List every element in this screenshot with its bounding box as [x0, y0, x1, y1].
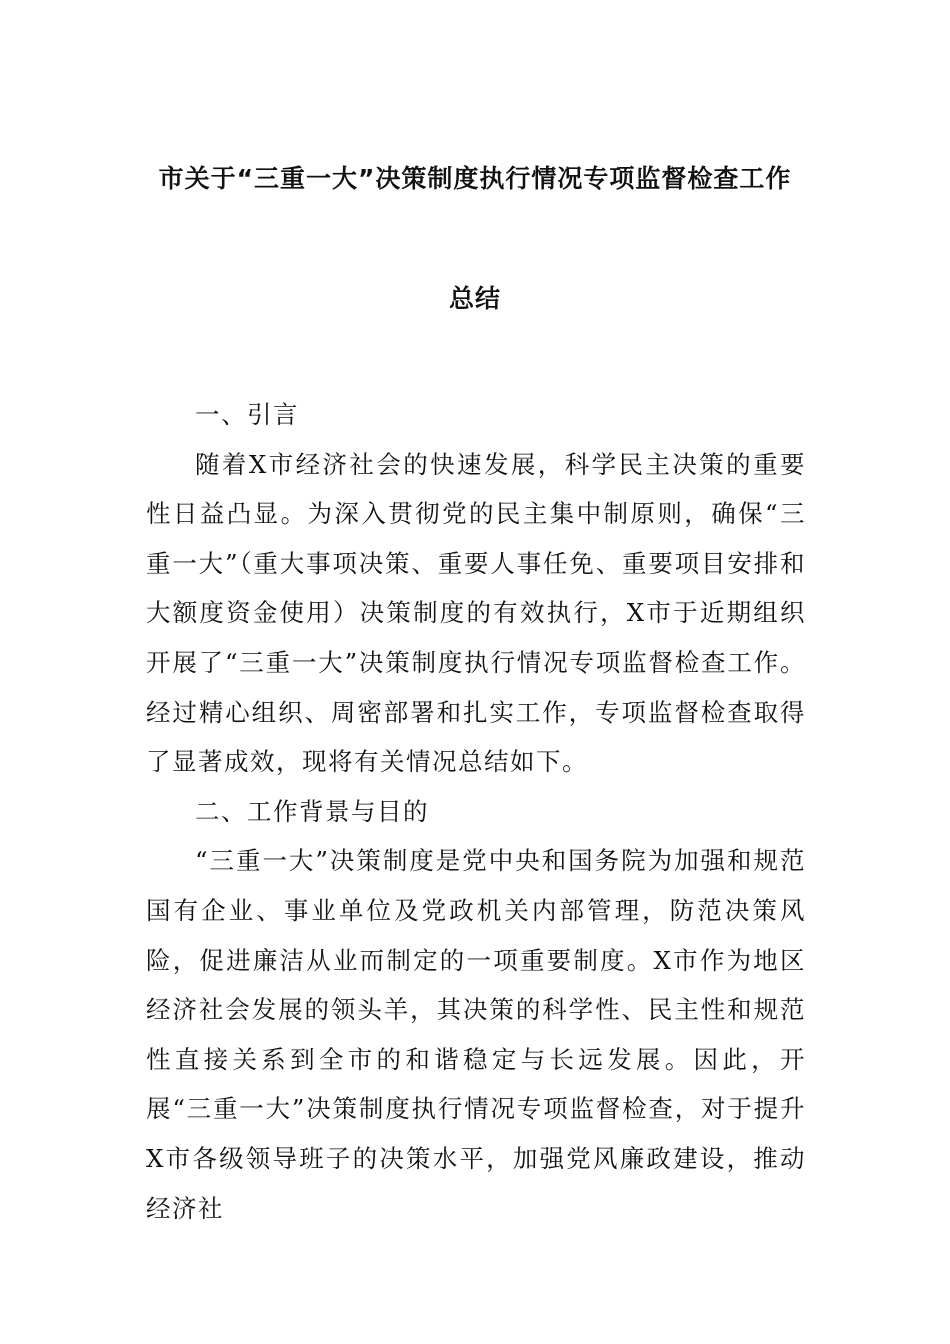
document-title-line-2: 总结: [448, 284, 501, 313]
document-title-line-1: 市关于“三重一大”决策制度执行情况专项监督检查工作: [158, 164, 792, 193]
document-body: [146, 390, 806, 1233]
section-heading-background: 二、工作背景与目的: [195, 796, 429, 826]
paragraph-introduction: 随着X市经济社会的快速发展，科学民主决策的重要性日益凸显。为深入贯彻党的民主集中制原则，确保“三重一大”（重大事项决策、重要人事任免、重要项目安排和大额度资金使用）决策制度的有效执行，X市于近期组织开展了“三重一大”决策制度执行情况专项监督检查工作。经过精心组织、周密部署和扎实工作，专项监督检查取得了显著成效，现将有关情况总结如下。: [146, 449, 806, 777]
paragraph-background: “三重一大”决策制度是党中央和国务院为加强和规范国有企业、事业单位及党政机关内部管理，防范决策风险，促进廉洁从业而制定的一项重要制度。X市作为地区经济社会发展的领头羊，其决策的科学性、民主性和规范性直接关系到全市的和谐稳定与长远发展。因此，开展“三重一大”决策制度执行情况专项监督检查，对于提升X市各级领导班子的决策水平，加强党风廉政建设，推动经济社: [146, 846, 806, 1223]
section-heading-introduction: 一、引言: [195, 400, 299, 429]
